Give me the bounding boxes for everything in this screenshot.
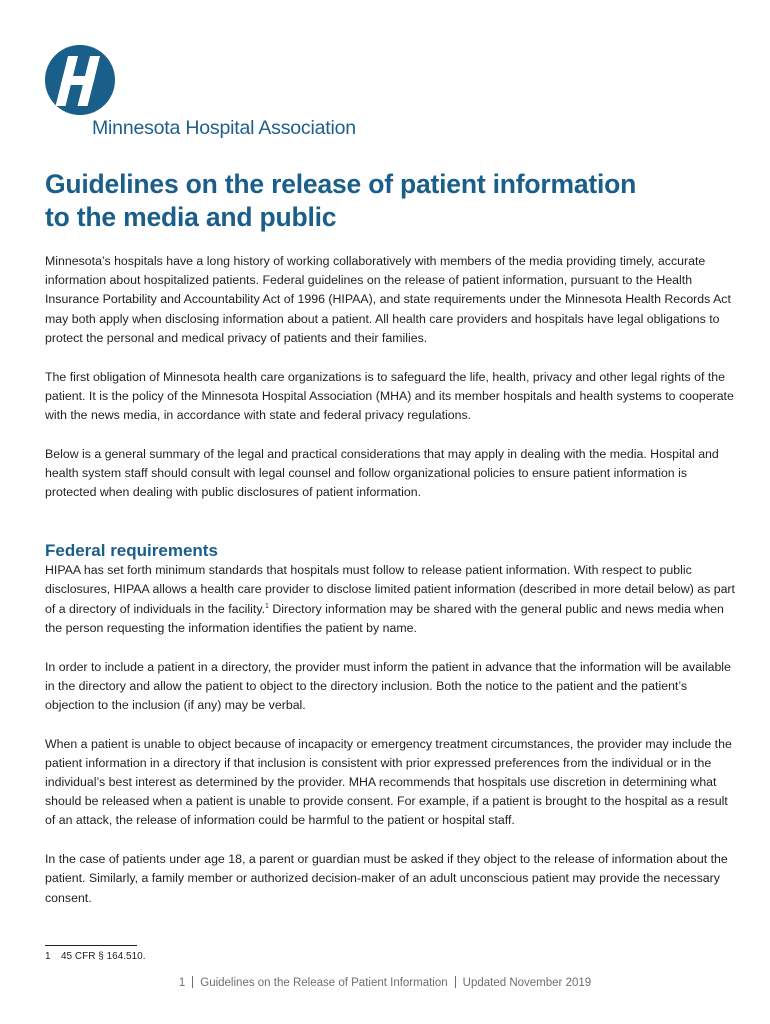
- footnote-ref: 1: [265, 602, 269, 610]
- intro-paragraph-3: Below is a general summary of the legal and practical considerations that may apply in dealing with the media. Hospital and health system staff should consult with legal counsel and follow organizational policies to ensure patient information is protected when dealing with public disclosures of patient information.: [45, 446, 719, 500]
- federal-paragraph-4: In the case of patients under age 18, a parent or guardian must be asked if they object to the release of information about the patient. Similarly, a family member or authorized decision-maker of an adult unconscious patient may provide the necessary consent.: [45, 852, 728, 905]
- page-footer: [0, 976, 770, 989]
- intro-paragraph-2: The first obligation of Minnesota health care organizations is to safeguard the life, health, privacy and other legal rights of the patient. It is the policy of the Minnesota Hospital Association (MHA) and its member hospitals and health systems to cooperate with the news media, in accordance with state and federal privacy regulations.: [45, 369, 734, 422]
- footnote-number: 1: [45, 951, 51, 962]
- mha-logo: [44, 44, 374, 144]
- footnote-text: 45 CFR § 164.510.: [61, 951, 146, 962]
- federal-paragraph-3: When a patient is unable to object because of incapacity or emergency treatment circumstances, the provider may include the patient information in a directory if that inclusion is consistent with prior expressed preferences from the individual or in the individual’s best interest as determined by the provider. MHA recommends that hospitals use discretion in determining what should be released when a patient is unable to provide consent. For example, if a patient is brought to the hospital as a result of an attack, the release of information could be harmful to the patient or hospital staff.: [45, 736, 732, 828]
- intro-paragraph-1: Minnesota’s hospitals have a long history of working collaboratively with members of the media providing timely, accurate information about hospitalized patients. Federal guidelines on the release of patient information, pursuant to the Health Insurance Portability and Accountability Act of 1996 (HIPAA), and state requirements under the Minnesota Health Records Act may both apply when disclosing information about a patient. All health care providers and hospitals have legal obligations to protect the personal and medical privacy of patients and their families.: [45, 254, 731, 345]
- title-line-2: to the media and public: [45, 202, 337, 232]
- footer-separator: [192, 976, 193, 988]
- title-line-1: Guidelines on the release of patient information: [45, 169, 637, 199]
- footnote: [45, 950, 146, 963]
- section-heading-federal: Federal requirements: [45, 541, 218, 561]
- hospital-h-logo-icon: [44, 44, 116, 116]
- federal-paragraph-1: [45, 561, 735, 638]
- footer-separator: [455, 976, 456, 988]
- federal-p1-text: HIPAA has set forth minimum standards that hospitals must follow to release patient information. With respect to public disclosures, HIPAA allows a health care provider to disclose limited patient information (described in more detail below) as part of a directory of individuals in the facility.: [45, 563, 735, 616]
- footer-updated: Updated November 2019: [462, 977, 592, 989]
- federal-p1-text-cont: Directory information may be shared with the general public and news media when the person requesting the information identifies the patient by name.: [45, 601, 724, 635]
- footer-title: Guidelines on the Release of Patient Information: [200, 977, 448, 989]
- federal-paragraph-2: In order to include a patient in a directory, the provider must inform the patient in advance that the information will be available in the directory and allow the patient to object to the directory inclusion. Both the notice to the patient and the patient’s objection to the inclusion (if any) may be verbal.: [45, 659, 731, 712]
- footnote-divider: [45, 945, 137, 946]
- page-title: [45, 168, 745, 234]
- document-body: [45, 252, 735, 927]
- page-number: 1: [178, 977, 186, 989]
- org-name: Minnesota Hospital Association: [92, 117, 356, 139]
